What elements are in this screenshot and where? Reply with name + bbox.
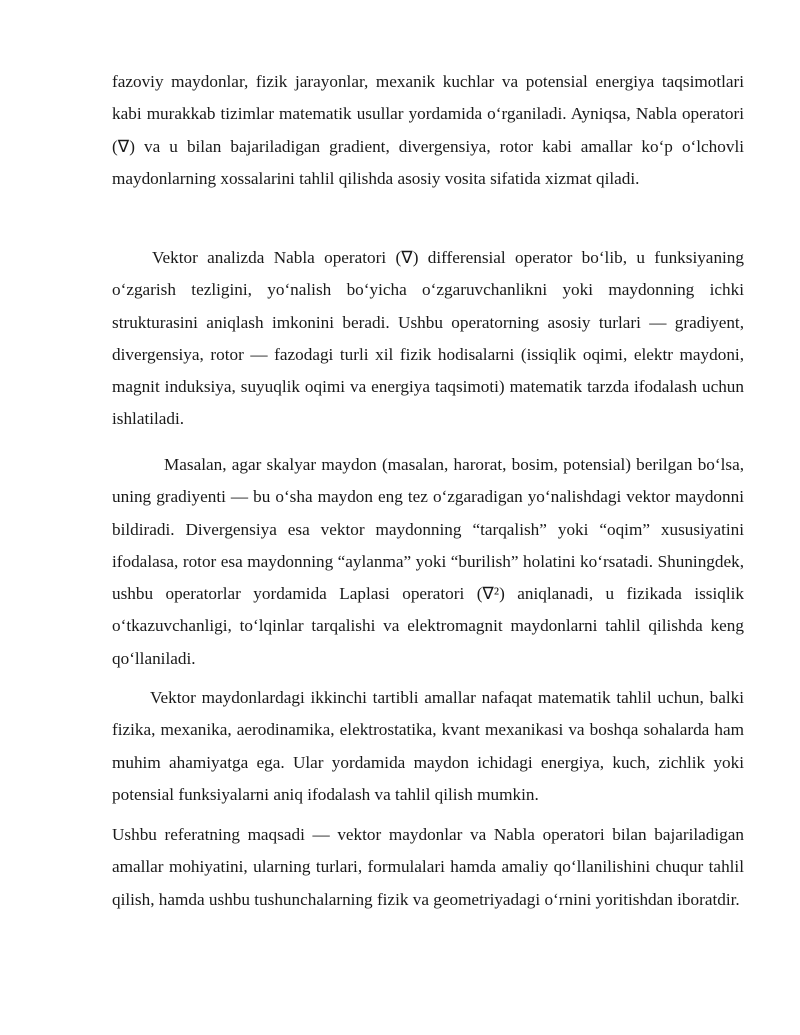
paragraph-report-goal: Ushbu referatning maqsadi — vektor maydonlar va Nabla operatori bilan bajariladigan amallar mohiyatini, ularning turlari, formulalari hamda amaliy qo‘llanilishini chuqur tahlil qilish, hamda ushbu tushunchalarning fizik va geometriyadagi o‘rnini yoritishdan iboratdir. (112, 825, 744, 909)
paragraph-gradient-example: Masalan, agar skalyar maydon (masalan, harorat, bosim, potensial) berilgan bo‘lsa, uning gradiyenti — bu o‘sha maydon eng tez o‘zgaradigan yo‘nalishdagi vektor maydonni bildiradi. Divergensiya esa vektor maydonning “tarqalish” yoki “oqim” xususiyatini ifodalasa, rotor esa maydonning “aylanma” yoki “burilish” holatini ko‘rsatadi. Shuningdek, ushbu operatorlar yordamida Laplasi operatori (∇²) aniqlanadi, u fizikada issiqlik o‘tkazuvchanligi, to‘lqinlar tarqalishi va elektromagnit maydonlarni tahlil qilishda keng qo‘llaniladi. (112, 455, 744, 668)
paragraph-intro-continuation: fazoviy maydonlar, fizik jarayonlar, mexanik kuchlar va potensial energiya taqsimotlari kabi murakkab tizimlar matematik usullar yordamida o‘rganiladi. Ayniqsa, Nabla operatori (∇) va u bilan bajariladigan gradient, divergensiya, rotor kabi amallar ko‘p o‘lchovli maydonlarning xossalarini tahlil qilishda asosiy vosita sifatida xizmat qiladi. (112, 72, 744, 188)
paragraph-nabla-operator: Vektor analizda Nabla operatori (∇) differensial operator bo‘lib, u funksiyaning o‘zgarish tezligini, yo‘nalish bo‘yicha o‘zgaruvchanlikni yoki maydonning ichki strukturasini aniqlash imkonini beradi. Ushbu operatorning asosiy turlari — gradiyent, divergensiya, rotor — fazodagi turli xil fizik hodisalarni (issiqlik oqimi, elektr maydoni, magnit induksiya, suyuqlik oqimi va energiya taqsimoti) matematik tarzda ifodalash uchun ishlatiladi. (112, 248, 744, 429)
paragraph-second-order-operations: Vektor maydonlardagi ikkinchi tartibli amallar nafaqat matematik tahlil uchun, balki fizika, mexanika, aerodinamika, elektrostatika, kvant mexanikasi va boshqa sohalarda ham muhim ahamiyatga ega. Ular yordamida maydon ichidagi energiya, kuch, zichlik yoki potensial funksiyalarni aniq ifodalash va tahlil qilish mumkin. (112, 688, 744, 804)
